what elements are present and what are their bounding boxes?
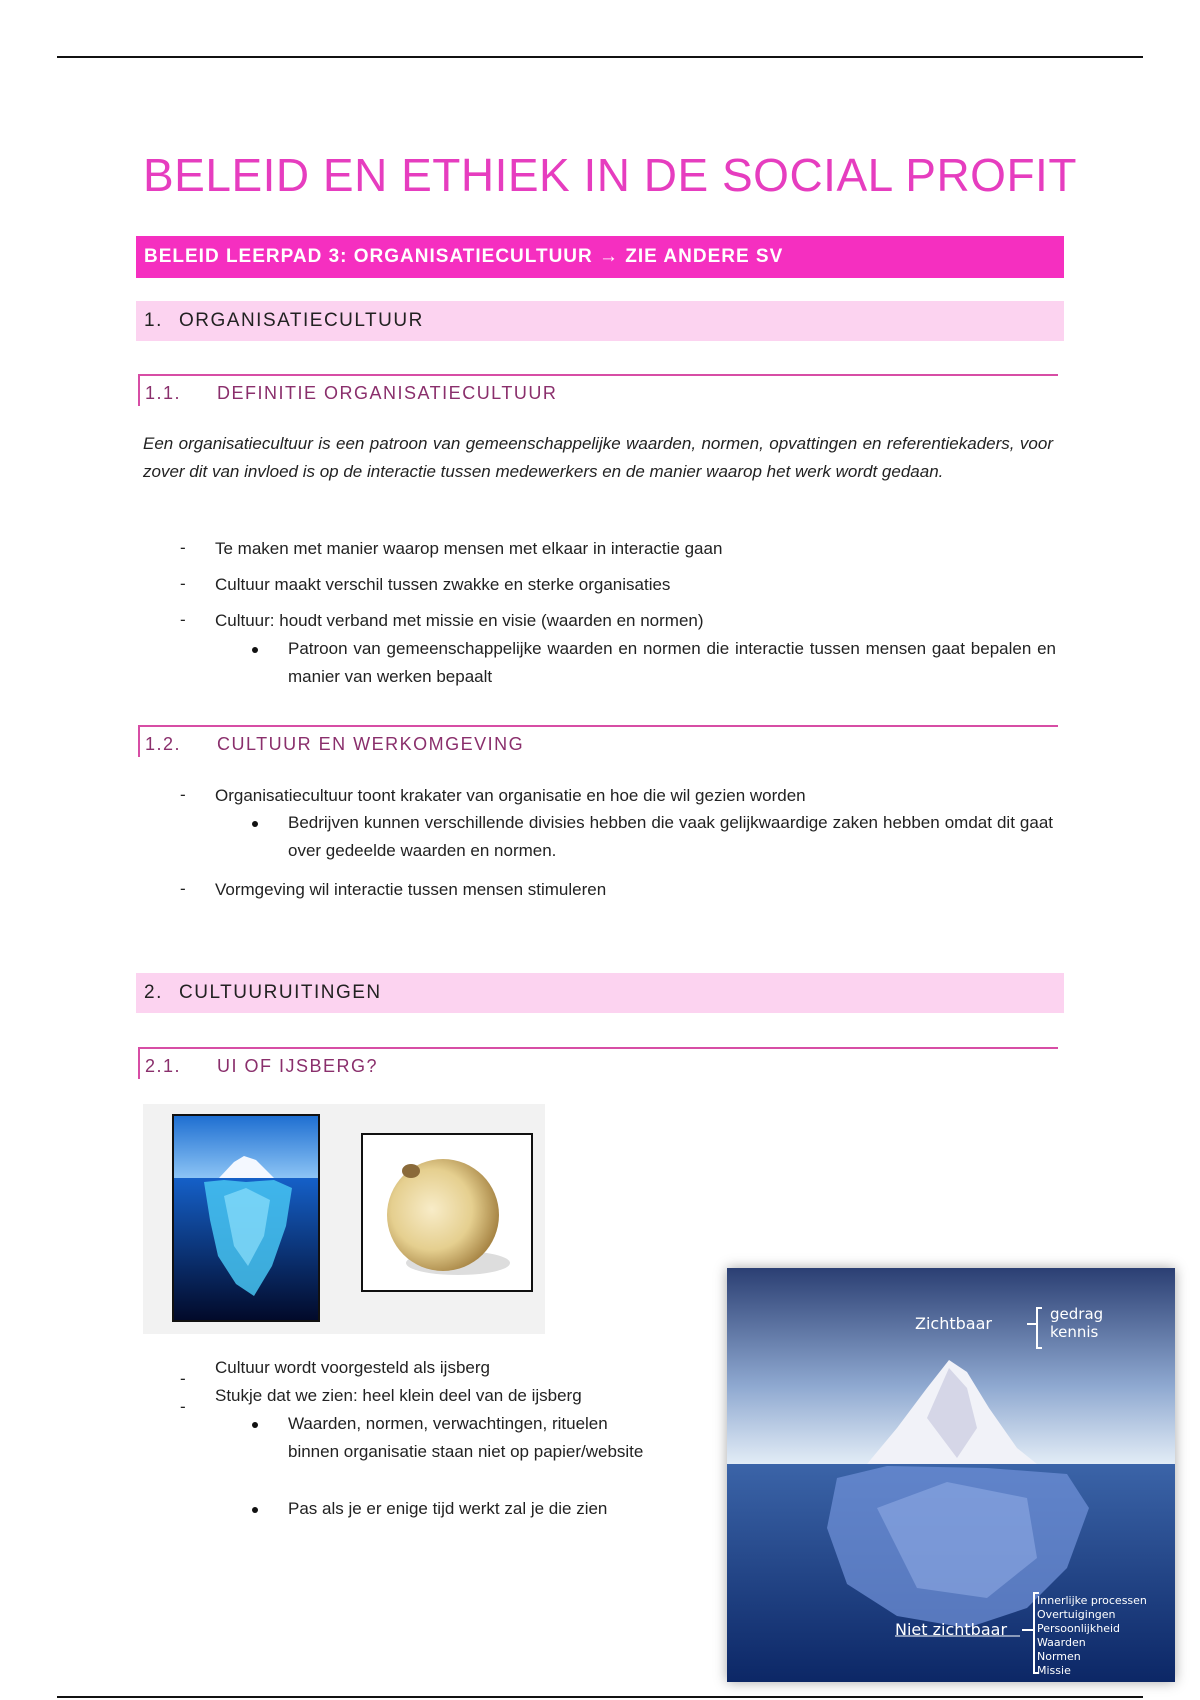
list-item: Organisatiecultuur toont krakater van organisatie en hoe die wil gezien worden <box>215 786 806 805</box>
list-item: Stukje dat we zien: heel klein deel van de ijsberg <box>215 1386 582 1405</box>
definition-paragraph: Een organisatiecultuur is een patroon van gemeenschappelijke waarden, normen, opvattingen en referentiekaders, voor zover dit van invloed is op de interactie tussen medewerkers en de manier waarop het werk wordt gedaan. <box>143 434 1053 481</box>
subsection-label: UI OF IJSBERG? <box>217 1056 379 1076</box>
bottom-rule <box>57 1696 1143 1698</box>
section-label: ORGANISATIECULTUUR <box>179 310 424 331</box>
subsection-heading-2-1 <box>138 1047 1058 1079</box>
subsection-number: 2.1. <box>145 1056 182 1076</box>
list-item: Cultuur wordt voorgesteld als ijsberg <box>215 1358 490 1377</box>
subsection-number: 1.2. <box>145 734 182 754</box>
bullet-marker <box>252 1507 258 1513</box>
page-title: BELEID EN ETHIEK IN DE SOCIAL PROFIT <box>143 149 1077 201</box>
hidden-item: Innerlijke processen <box>1037 1594 1147 1607</box>
bullet-marker <box>252 647 258 653</box>
list-item: Cultuur: houdt verband met missie en visie (waarden en normen) <box>215 611 704 630</box>
hidden-item: Persoonlijkheid <box>1037 1622 1121 1635</box>
section-number: 1. <box>144 310 163 331</box>
list-item: Cultuur maakt verschil tussen zwakke en sterke organisaties <box>215 575 671 594</box>
list-subitem: Patroon van gemeenschappelijke waarden en normen die interactie tussen mensen gaat bepalen en manier van werken bepaalt <box>288 639 1056 686</box>
hidden-item: Normen <box>1037 1650 1081 1663</box>
section-heading-2 <box>136 973 1064 1013</box>
dash-marker: - <box>180 574 186 593</box>
list-item: Vormgeving wil interactie tussen mensen stimuleren <box>215 880 607 899</box>
main-heading-bar: BELEID LEERPAD 3: ORGANISATIECULTUUR → ZIE ANDERE SV <box>136 236 1064 278</box>
section-number: 2. <box>144 982 163 1003</box>
subsection-label: CULTUUR EN WERKOMGEVING <box>217 734 525 754</box>
list-subitem: Pas als je er enige tijd werkt zal je die zien <box>288 1499 608 1518</box>
hidden-item: Missie <box>1037 1664 1071 1677</box>
dash-marker: - <box>180 1397 186 1416</box>
onion-photo <box>361 1133 533 1292</box>
dash-marker: - <box>180 1369 186 1388</box>
section-heading-1 <box>136 301 1064 341</box>
visible-item: gedrag <box>1050 1305 1104 1323</box>
subsection-label: DEFINITIE ORGANISATIECULTUUR <box>217 383 558 403</box>
iceberg-diagram <box>727 1268 1175 1682</box>
visible-item: kennis <box>1050 1323 1099 1341</box>
dash-marker: - <box>180 610 186 629</box>
list-subitem: Bedrijven kunnen verschillende divisies hebben die vaak gelijkwaardige zaken hebben omdat dit gaat over gedeelde waarden en normen. <box>288 813 1053 860</box>
iceberg-photo-small <box>172 1114 320 1322</box>
subsection-heading-1-1 <box>138 374 1058 406</box>
bullet-marker <box>252 821 258 827</box>
list-item: Te maken met manier waarop mensen met elkaar in interactie gaan <box>215 539 723 558</box>
dash-marker: - <box>180 785 186 804</box>
hidden-label: Niet zichtbaar <box>895 1620 1008 1639</box>
dash-marker: - <box>180 538 186 557</box>
subsection-number: 1.1. <box>145 383 182 403</box>
list-subitem: Waarden, normen, verwachtingen, rituelen binnen organisatie staan niet op papier/website <box>288 1414 644 1461</box>
subsection-heading-1-2 <box>138 725 1058 757</box>
visible-label: Zichtbaar <box>915 1314 992 1333</box>
top-rule <box>57 56 1143 58</box>
dash-marker: - <box>180 879 186 898</box>
hidden-item: Overtuigingen <box>1037 1608 1116 1621</box>
section-label: CULTUURUITINGEN <box>179 982 382 1003</box>
hidden-item: Waarden <box>1037 1636 1086 1649</box>
bullet-marker <box>252 1422 258 1428</box>
